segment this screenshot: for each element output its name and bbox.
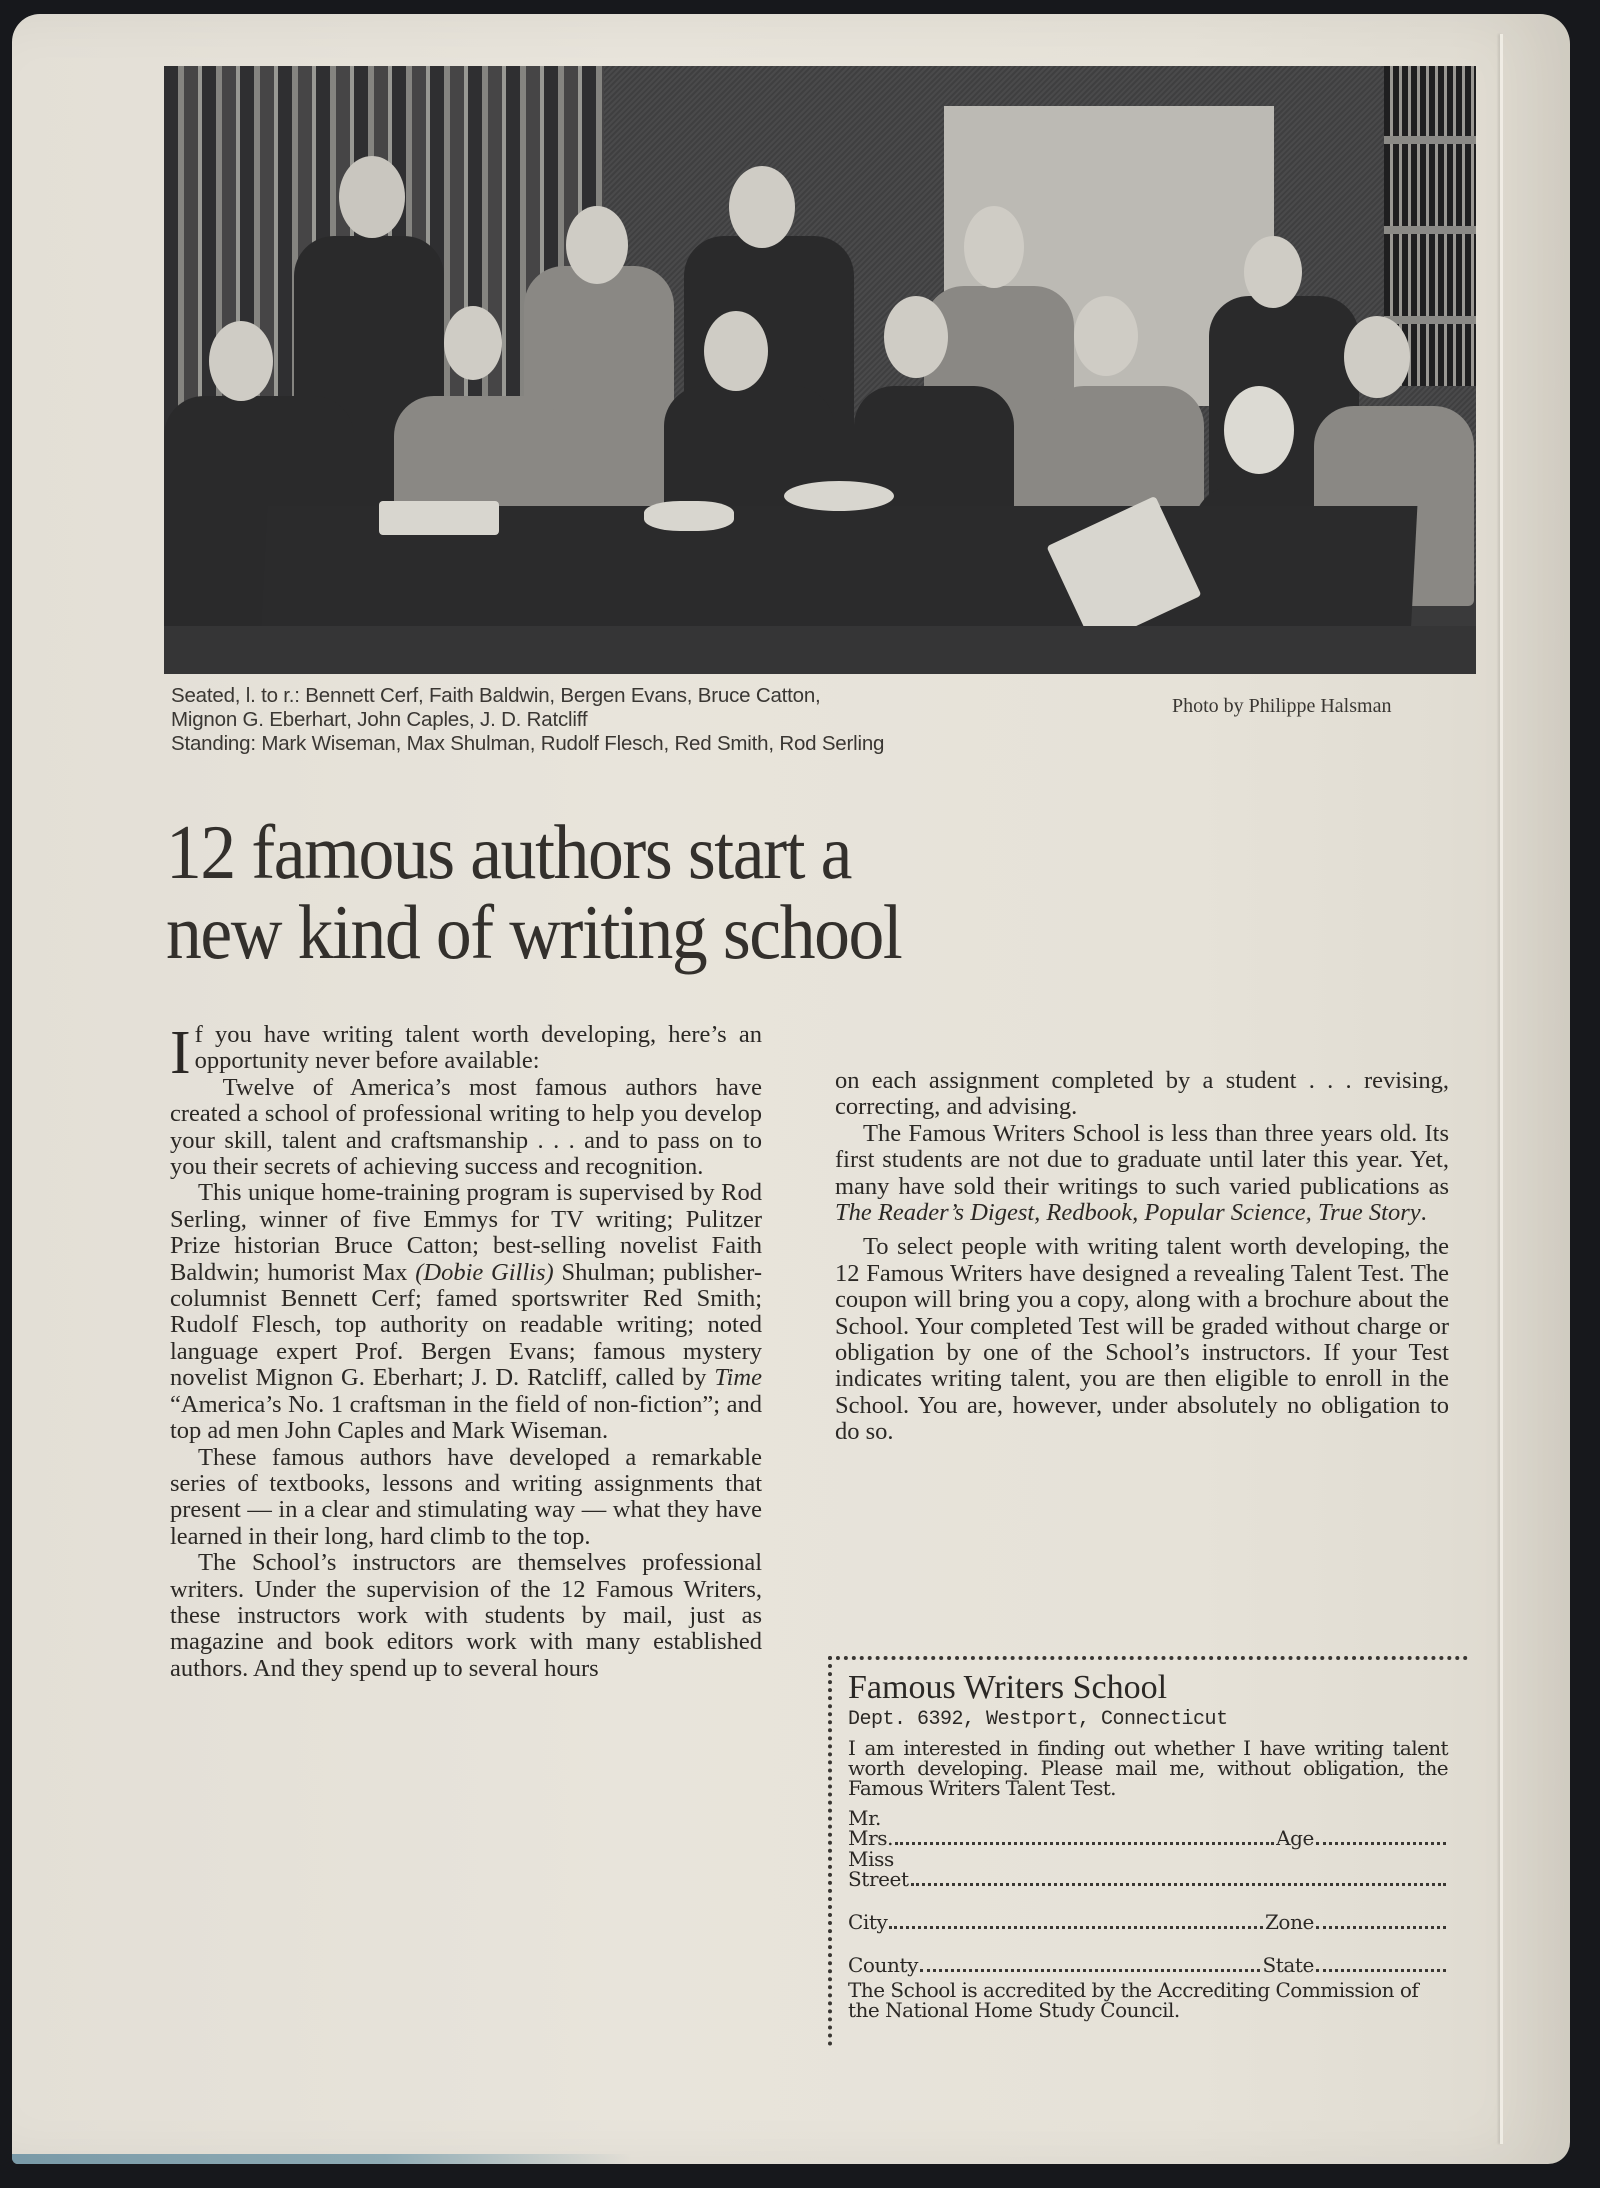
street-row [848,1869,1448,1890]
photo-credit: Photo by Philippe Halsman [1172,695,1392,717]
italic-title: (Dobie Gillis) [415,1258,554,1286]
paragraph-text: “America’s No. 1 craftsman in the field of non-fiction”; and top ad men John Caples and Mark Wiseman. [170,1390,762,1445]
caption-standing-line: Standing: Mark Wiseman, Max Shulman, Rudolf Flesch, Red Smith, Rod Serling [171,732,885,755]
floor [164,626,1476,674]
coupon-content [848,1668,1448,2020]
label-mrs: Mrs. [848,1826,894,1850]
paragraph-text: The Famous Writers School is less than three years old. Its first students are not due to graduate until later this year. Yet, many have sold their writings to such varied publications as [835,1119,1449,1200]
label-city: City [848,1910,888,1934]
salutation-miss [848,1849,1448,1869]
italic-publications: The Reader’s Digest, Redbook, Popular Science, True Story [835,1199,1421,1227]
italic-title: Time [714,1364,762,1392]
label-county: County [848,1953,919,1977]
headline-line-2: new kind of writing school [166,889,902,975]
group-photo [164,66,1476,674]
person-head [444,306,502,380]
city-field[interactable] [889,1925,1263,1929]
person-head [729,166,795,248]
body-column-left [170,1019,762,1682]
age-field[interactable] [1316,1841,1446,1845]
person-head [339,156,405,238]
coupon-title: Famous Writers School [848,1669,1168,1706]
person-head [209,321,273,401]
caption-seated-line-2: Mignon G. Eberhart, John Caples, J. D. Ratcliff [171,708,588,731]
body-paragraph [170,1180,762,1444]
person-head [566,206,628,284]
body-paragraph: The School’s instructors are themselves professional writers. Under the supervision of the 12 Famous Writers, these instructors work with students by mail, just as magazine and book editors work with many established authors. And they spend up to several hours [170,1549,762,1682]
label-state: State [1262,1953,1314,1977]
label-zone: Zone [1264,1910,1314,1934]
coupon-form [848,1808,1448,2020]
person-head [1074,296,1138,376]
paragraph-text: . [1420,1199,1427,1227]
salutation-mr [848,1808,1448,1828]
name-age-row [848,1828,1448,1849]
headline-line-1: 12 famous authors start a [166,809,852,895]
county-state-row [848,1955,1448,1976]
label-age: Age [1276,1826,1314,1850]
paragraph-text: Shulman; publisher-columnist Bennett Cerf; famed sportswriter Red Smith; Rudolf Flesch, top authority on readable writing; noted language expert Prof. Bergen Evans; famous mystery novelist Mignon G. Eberhart; J. D. Ratcliff, called by [170,1258,762,1392]
label-miss: Miss [848,1847,894,1871]
body-paragraph: These famous authors have developed a remarkable series of textbooks, lessons and writing assignments that present — in a clear and stimulating way — what they have learned in their long, hard climb to the top. [170,1443,762,1550]
person-head [704,311,768,391]
headline [166,809,1189,975]
edge-stain [12,2154,632,2164]
mail-coupon[interactable] [828,1656,1468,2046]
street-field[interactable] [911,1882,1446,1886]
ashtray [644,501,734,531]
paragraph-text: f you have writing talent worth developing, here’s an opportunity never before available: [194,1021,762,1075]
body-column-right [835,1068,1449,1446]
label-mr: Mr. [848,1806,881,1830]
person-head [1344,316,1410,398]
book-stack [379,501,499,535]
drop-cap: I [170,1019,191,1087]
paragraph-text: This unique home-training program is supervised by Rod Serling, winner of five Emmys for TV writing; Pulitzer Prize historian Bruce Catton; best-selling novelist Faith Baldwin; humorist Max [170,1179,762,1286]
ashtray [784,481,894,511]
coupon-request-text: I am interested in finding out whether I have writing talent worth developing. Please mail me, without obligation, the Famous Writers Talent Test. [848,1736,1448,1800]
coupon-address: Dept. 6392, Westport, Connecticut [848,1708,1228,1731]
label-street: Street [848,1867,909,1891]
body-paragraph: on each assignment completed by a student . . . revising, correcting, and advising. [835,1067,1449,1121]
body-paragraph: To select people with writing talent worth developing, the 12 Famous Writers have designed a revealing Talent Test. The coupon will bring you a copy, along with a brochure about the School. Your completed Test will be graded without charge or obligation by one of the School’s instructors. If your Test indicates writing talent, you are then eligible to enroll in the School. You are, however, under absolutely no obligation to do so. [835,1233,1449,1446]
photo-caption [171,684,1121,756]
person-head [964,206,1024,288]
state-field[interactable] [1316,1968,1446,1972]
caption-seated-line-1: Seated, l. to r.: Bennett Cerf, Faith Baldwin, Bergen Evans, Bruce Catton, [171,684,821,707]
body-paragraph: Twelve of America’s most famous authors have created a school of professional writing to help you develop your skill, talent and craftsmanship . . . and to pass on to you their secrets of achieving success and recognition. [170,1073,762,1181]
name-field[interactable] [895,1841,1274,1845]
county-field[interactable] [920,1968,1260,1972]
body-paragraph [835,1121,1449,1227]
body-paragraph [170,1019,762,1087]
spine-crease [1500,34,1503,2144]
city-zone-row [848,1912,1448,1933]
person-head [1244,236,1302,308]
accreditation-note: The School is accredited by the Accrediting Commission of the National Home Study Council. [848,1978,1419,2022]
zone-field[interactable] [1316,1925,1446,1929]
person-head [884,296,948,378]
person-head [1224,386,1294,474]
